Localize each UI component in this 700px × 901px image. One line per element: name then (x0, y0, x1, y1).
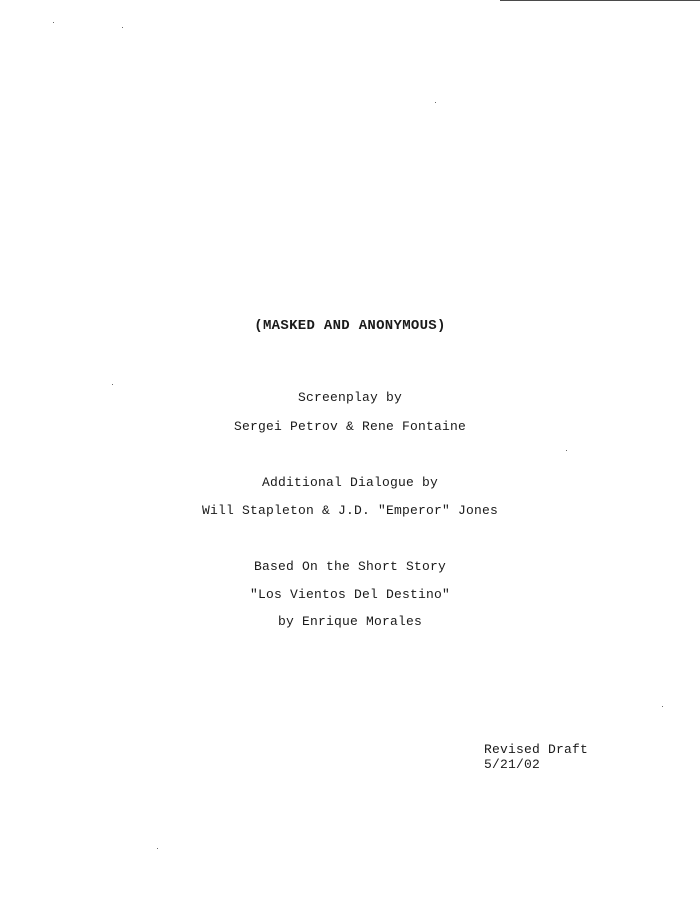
source-story-title: "Los Vientos Del Destino" (249, 587, 451, 602)
draft-label: Revised Draft (484, 742, 589, 757)
screenplay-title: (MASKED AND ANONYMOUS) (254, 318, 446, 334)
scan-speck (566, 450, 567, 451)
based-on-label: Based On the Short Story (253, 559, 447, 574)
scan-speck (122, 27, 123, 28)
scan-speck (157, 848, 158, 849)
source-story-author: by Enrique Morales (277, 614, 423, 629)
scan-speck (112, 384, 113, 385)
scan-speck (53, 22, 54, 23)
additional-dialogue-label: Additional Dialogue by (261, 475, 439, 490)
screenplay-by-label: Screenplay by (297, 390, 403, 405)
scan-edge-mark (500, 0, 700, 1)
scan-speck (662, 706, 663, 707)
writers-credit: Sergei Petrov & Rene Fontaine (233, 419, 467, 434)
additional-writers-credit: Will Stapleton & J.D. "Emperor" Jones (201, 503, 499, 518)
scan-speck (435, 102, 436, 103)
draft-date: 5/21/02 (484, 757, 541, 772)
